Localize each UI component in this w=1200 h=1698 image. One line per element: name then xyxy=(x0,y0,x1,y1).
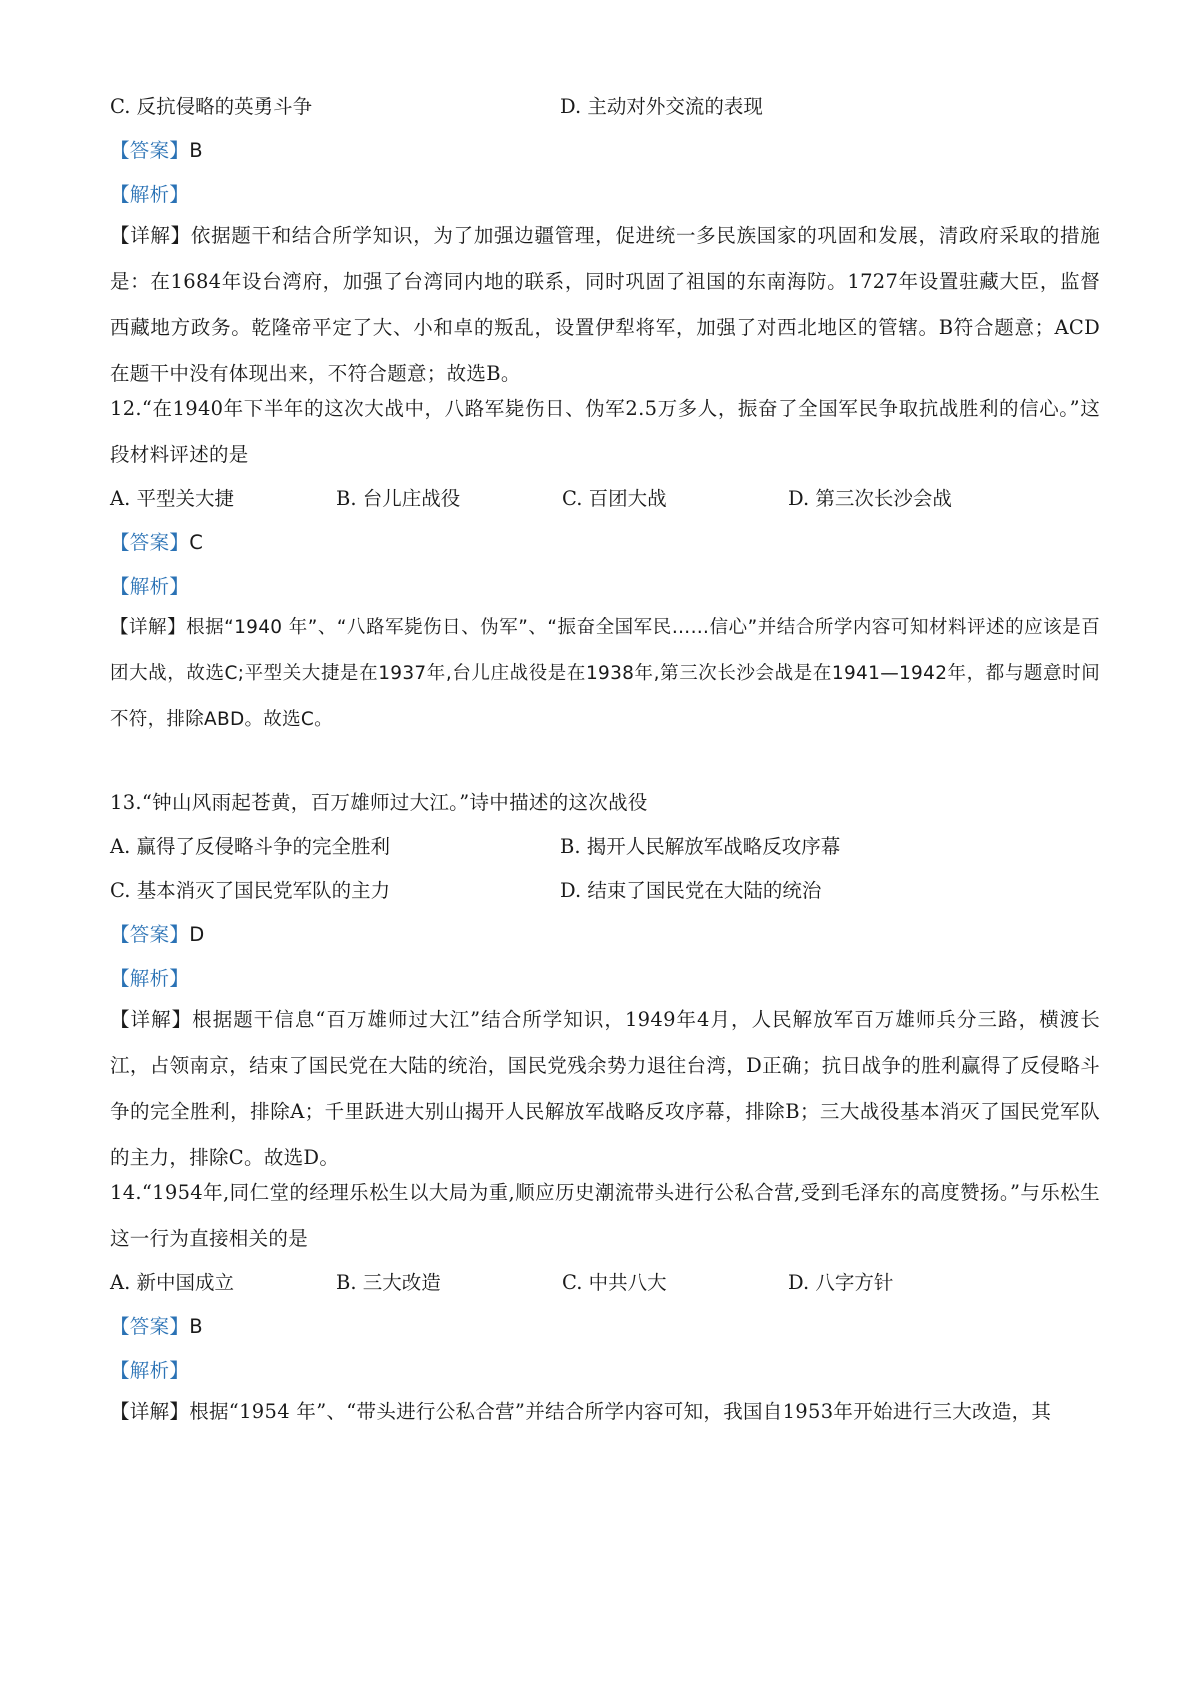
q11-option-d: D. 主动对外交流的表现 xyxy=(560,95,763,118)
q12-option-a: A. 平型关大捷 xyxy=(110,487,234,510)
detail-tag: 【详解】 xyxy=(110,224,191,247)
q13-detail xyxy=(110,997,1100,1181)
detail-tag: 【详解】 xyxy=(110,617,187,638)
detail-tag: 【详解】 xyxy=(110,1008,193,1031)
answer-tag: 【答案】 xyxy=(110,923,190,946)
q11-answer xyxy=(110,138,1100,164)
q12-detail xyxy=(110,605,1100,743)
q12-stem: 12.“在1940年下半年的这次大战中，八路军毙伤日、伪军2.5万多人，振奋了全国军民争取抗战胜利的信心。”这段材料评述的是 xyxy=(110,397,1100,466)
answer-tag: 【答案】 xyxy=(110,531,190,554)
q12-options xyxy=(110,486,1100,512)
answer-tag: 【答案】 xyxy=(110,139,190,162)
q13-stem: 13.“钟山风雨起苍黄，百万雄师过大江。”诗中描述的这次战役 xyxy=(110,791,648,814)
q11-analysis-tag: 【解析】 xyxy=(110,183,190,206)
q13-answer xyxy=(110,922,1100,948)
q14-option-a: A. 新中国成立 xyxy=(110,1271,234,1294)
q14-option-d: D. 八字方针 xyxy=(788,1271,894,1294)
q14-stem: 14.“1954年,同仁堂的经理乐松生以大局为重,顺应历史潮流带头进行公私合营,受到毛泽东的高度赞扬。”与乐松生这一行为直接相关的是 xyxy=(110,1181,1100,1250)
q13-option-b: B. 揭开人民解放军战略反攻序幕 xyxy=(560,835,841,858)
q12-option-d: D. 第三次长沙会战 xyxy=(788,487,952,510)
q14-option-c: C. 中共八大 xyxy=(562,1271,667,1294)
answer-value: B xyxy=(189,1315,203,1338)
q14-option-b: B. 三大改造 xyxy=(336,1271,441,1294)
q11-option-c: C. 反抗侵略的英勇斗争 xyxy=(110,95,313,118)
answer-tag: 【答案】 xyxy=(110,1315,190,1338)
answer-value: C xyxy=(189,531,204,554)
q11-detail xyxy=(110,213,1100,397)
q14-options xyxy=(110,1270,1100,1296)
detail-tag: 【详解】 xyxy=(110,1400,190,1423)
q12-option-c: C. 百团大战 xyxy=(562,487,667,510)
q14-analysis-tag: 【解析】 xyxy=(110,1359,190,1382)
q13-options-row1 xyxy=(110,834,1100,860)
q11-options xyxy=(110,94,1100,120)
q14-detail xyxy=(110,1389,1100,1435)
q12-analysis-tag: 【解析】 xyxy=(110,575,190,598)
q12-answer xyxy=(110,530,1100,556)
answer-value: D xyxy=(189,923,205,946)
answer-value: B xyxy=(189,139,203,162)
detail-text: 根据“1940 年”、“八路军毙伤日、伪军”、“振奋全国军民……信心”并结合所学内容可知材料评述的应该是百团大战，故选C;平型关大捷是在1937年,台儿庄战役是在1938年,第三次长沙会战是在1941—1942年，都与题意时间不符，排除ABD。故选C。 xyxy=(110,617,1101,730)
q13-analysis-tag: 【解析】 xyxy=(110,967,190,990)
detail-text: 根据题干信息“百万雄师过大江”结合所学知识，1949年4月，人民解放军百万雄师兵分三路，横渡长江，占领南京，结束了国民党在大陆的统治，国民党残余势力退往台湾，D正确；抗日战争的胜利赢得了反侵略斗争的完全胜利，排除A；千里跃进大别山揭开人民解放军战略反攻序幕，排除B；三大战役基本消灭了国民党军队的主力，排除C。故选D。 xyxy=(110,1008,1100,1169)
detail-text: 根据“1954 年”、“带头进行公私合营”并结合所学内容可知，我国自1953年开始进行三大改造，其 xyxy=(189,1400,1052,1423)
q13-options-row2 xyxy=(110,878,1100,904)
detail-text: 依据题干和结合所学知识，为了加强边疆管理，促进统一多民族国家的巩固和发展，清政府采取的措施是：在1684年设台湾府，加强了台湾同内地的联系，同时巩固了祖国的东南海防。1727年设置驻藏大臣，监督西藏地方政务。乾隆帝平定了大、小和卓的叛乱，设置伊犁将军，加强了对西北地区的管辖。B符合题意；ACD在题干中没有体现出来，不符合题意；故选B。 xyxy=(110,224,1100,385)
q13-option-a: A. 赢得了反侵略斗争的完全胜利 xyxy=(110,835,390,858)
q13-option-d: D. 结束了国民党在大陆的统治 xyxy=(560,879,822,902)
q12-option-b: B. 台儿庄战役 xyxy=(336,487,461,510)
q14-answer xyxy=(110,1314,1100,1340)
q13-option-c: C. 基本消灭了国民党军队的主力 xyxy=(110,879,391,902)
